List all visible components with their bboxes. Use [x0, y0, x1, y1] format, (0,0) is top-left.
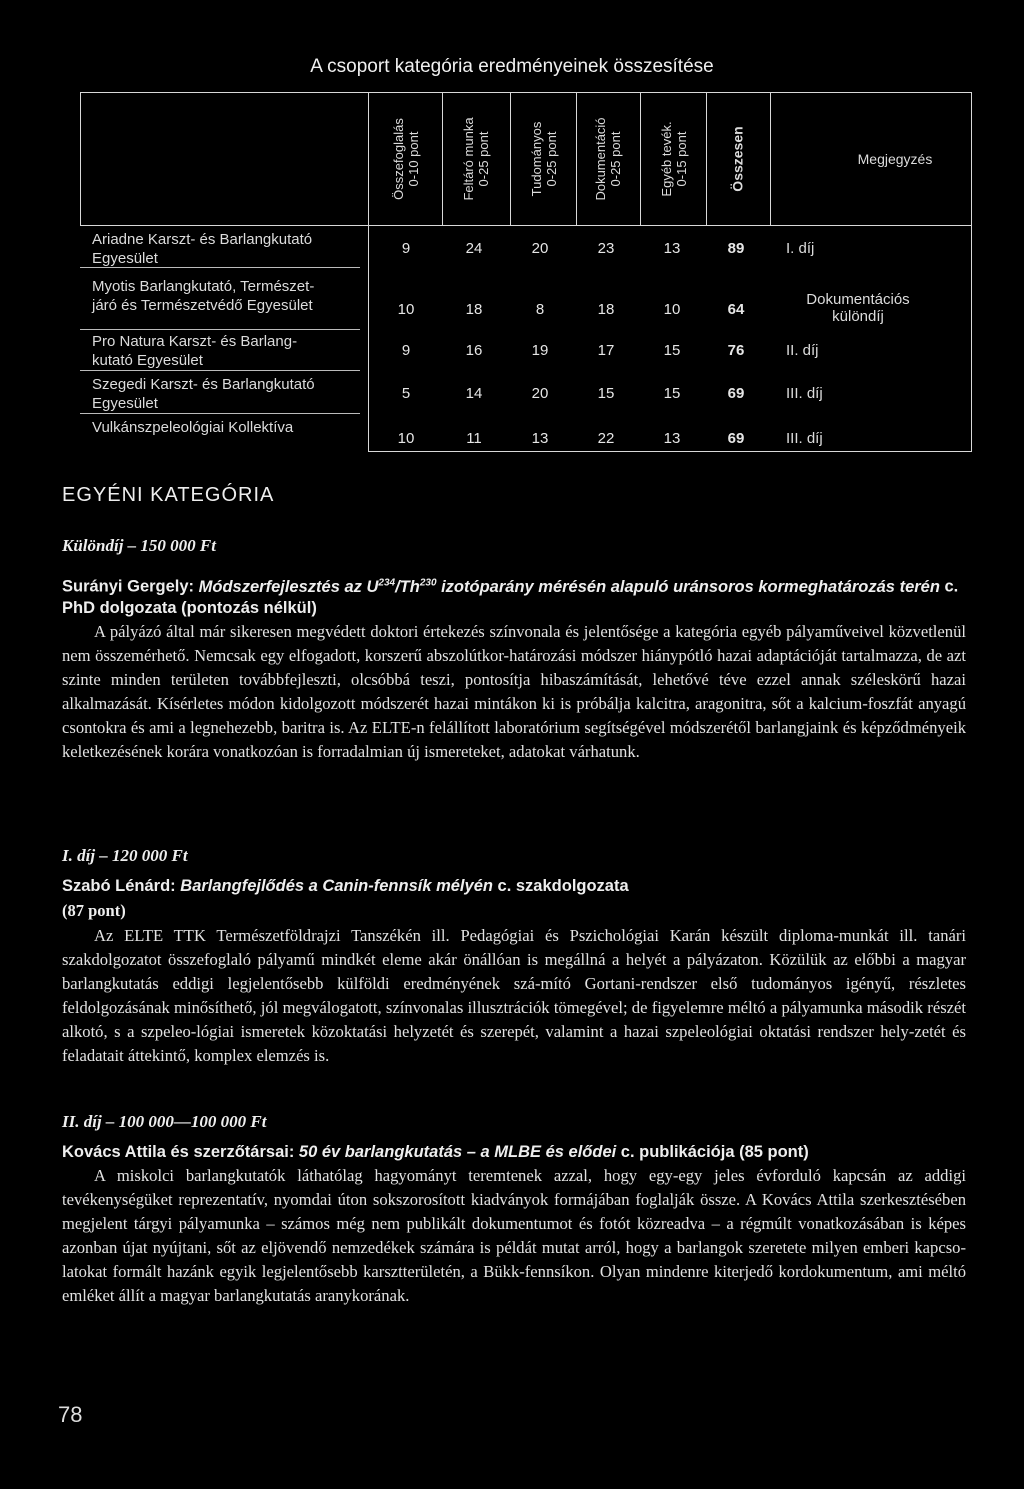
score-cell: 16: [465, 342, 483, 359]
entry-heading: Kovács Attila és szerzőtársai: 50 év barlangkutatás – a MLBE és elődei c. publikációja (85 pont): [62, 1143, 809, 1161]
org-name: Pro Natura Karszt- és Barlang- kutató Egyesület: [92, 333, 298, 369]
org-name: Szegedi Karszt- és Barlangkutató Egyesület: [92, 376, 315, 412]
score-cell: 15: [663, 385, 681, 402]
entry-points: (87 pont): [62, 901, 126, 920]
score-cell: 24: [465, 240, 483, 257]
score-cell: 14: [465, 385, 483, 402]
column-header-3: Dokumentáció 0-25 pont: [593, 116, 623, 201]
column-header-1: Feltáró munka 0-25 pont: [461, 116, 491, 201]
column-header-0: Összefoglalás 0-10 pont: [391, 117, 421, 200]
score-cell: 13: [663, 430, 681, 447]
table-title: A csoport kategória eredményeinek összesítése: [310, 56, 714, 77]
results-table: [80, 92, 972, 452]
score-cell: 10: [663, 301, 681, 318]
column-header-total: Összesen: [729, 125, 746, 192]
score-cell: 13: [531, 430, 549, 447]
column-header-note: Megjegyzés: [857, 150, 933, 167]
org-name: Ariadne Karszt- és Barlangkutató Egyesület: [92, 231, 313, 267]
total-cell: 89: [727, 240, 745, 257]
score-cell: 9: [401, 342, 411, 359]
entry-heading: Surányi Gergely: Módszerfejlesztés az $U^{234}/Th^{230}$ izotóparány mérésén alapuló uránsoros kormeghatározás terén c. PhD dolgozata (pontozás nélkül): [62, 577, 959, 617]
entry-description: A miskolci barlangkutatók láthatólag hagyományt teremtenek azzal, hogy egy-egy jeles évforduló kapcsán az addigi tevékenységüket reprezentatív, nyomdai úton sokszorosított kiadványok formájában foglalják össze. A Kovács Attila szerkesztésében megjelent tárgyi pályamunka – számos még nem publikált dokumentumot és fotót közreadva – a régmúlt vonatkozásában is képes azonban újat nyújtani, sőt az eljövendő nemzedékek számára is példát mutat arról, hogy a barlangok szeretete milyen emberi kapcso-latokat formált hazánk egyik legjelentősebb karsztterületén, a Bükk-fennsíkon. Olyan mindenre kiterjedő kordokumentum, ami méltó emléket állít a magyar barlangkutatás aranykorának.: [62, 1166, 966, 1305]
total-cell: 64: [727, 301, 745, 318]
score-cell: 15: [597, 385, 615, 402]
entry-description: Az ELTE TTK Természetföldrajzi Tanszékén ill. Pedagógiai és Pszichológiai Karán készült diploma-munkát ill. tanári szakdolgozatot összefoglaló pályamű mindkét eleme akár önállóan is megállná a helyét a pályázaton. Közülük az előbbi a magyar barlangkutatás eddigi legjelentősebb külföldi eredményének szá-mító Gortani-rendszer első tudományos igényű, részletes feldolgozásának minősíthető, jól megválogatott, színvonalas illusztrációk tömegével; de figyelemre méltó a pályamunka második részét alkotó, s a szpeleo-lógiai ismeretek közoktatási helyzetét és szerepét, valamint a hazai szpeleológiai oktatási rendszer hely-zetét és feladatait áttekintő, komplex elemzés is.: [62, 926, 966, 1065]
prize-heading: II. díj – 100 000—100 000 Ft: [62, 1112, 267, 1131]
score-cell: 13: [663, 240, 681, 257]
total-cell: 69: [727, 430, 745, 447]
score-cell: 8: [535, 301, 545, 318]
score-cell: 5: [401, 385, 411, 402]
note-cell: II. díj: [786, 342, 819, 359]
prize-heading: Különdíj – 150 000 Ft: [62, 536, 216, 555]
column-header-4: Egyéb tevék. 0-15 pont: [659, 120, 689, 197]
section-heading: EGYÉNI KATEGÓRIA: [62, 484, 275, 506]
total-cell: 69: [727, 385, 745, 402]
score-cell: 20: [531, 385, 549, 402]
entry-description: A pályázó által már sikeresen megvédett doktori értekezés színvonala és jelentősége a kategória egyéb pályaműveivel közvetlenül nem összemérhető. Nemcsak egy elfogadott, korszerű abszolútkor-határozási módszer hiánypótló hazai adaptációját tartalmazza, de azt szinte minden területen továbbfejleszti, olcsóbbá teszi, pontosítja hibaszámítását, lehetővé téve ezzel annak széleskörű hazai alkalmazását. Kísérletes módon kidolgozott módszerét hazai mintákon ki is próbálja kalcitra, aragonitra, sőt a kalcium-foszfát anyagú csontokra és ami a legnehezebb, baritra is. Az ELTE-n felállított laboratórium segítségével módszerétől barlangjaink és képződményeik keletkezésének korára vonatkozóan is forradalmian új ismereteket, adatokat várhatunk.: [62, 622, 966, 761]
column-header-2: Tudományos 0-25 pont: [529, 121, 559, 196]
score-cell: 19: [531, 342, 549, 359]
total-cell: 76: [727, 342, 745, 359]
score-cell: 11: [466, 430, 482, 447]
score-cell: 18: [597, 301, 615, 318]
score-cell: 10: [397, 430, 415, 447]
page-number: 78: [58, 1402, 83, 1427]
note-cell: Dokumentációs különdíj: [806, 291, 910, 325]
note-cell: III. díj: [786, 385, 823, 402]
score-cell: 17: [597, 342, 615, 359]
score-cell: 10: [397, 301, 415, 318]
org-name: Vulkánszpeleológiai Kollektíva: [92, 419, 294, 436]
score-cell: 20: [531, 240, 549, 257]
entry-heading: Szabó Lénárd: Barlangfejlődés a Canin-fennsík mélyén c. szakdolgozata: [62, 877, 629, 895]
org-name: Myotis Barlangkutató, Természet- járó és Természetvédő Egyesület: [92, 278, 315, 314]
note-cell: III. díj: [786, 430, 823, 447]
score-cell: 23: [597, 240, 615, 257]
score-cell: 18: [465, 301, 483, 318]
score-cell: 15: [663, 342, 681, 359]
score-cell: 22: [597, 430, 615, 447]
prize-heading: I. díj – 120 000 Ft: [62, 846, 188, 865]
score-cell: 9: [401, 240, 411, 257]
note-cell: I. díj: [786, 240, 815, 257]
